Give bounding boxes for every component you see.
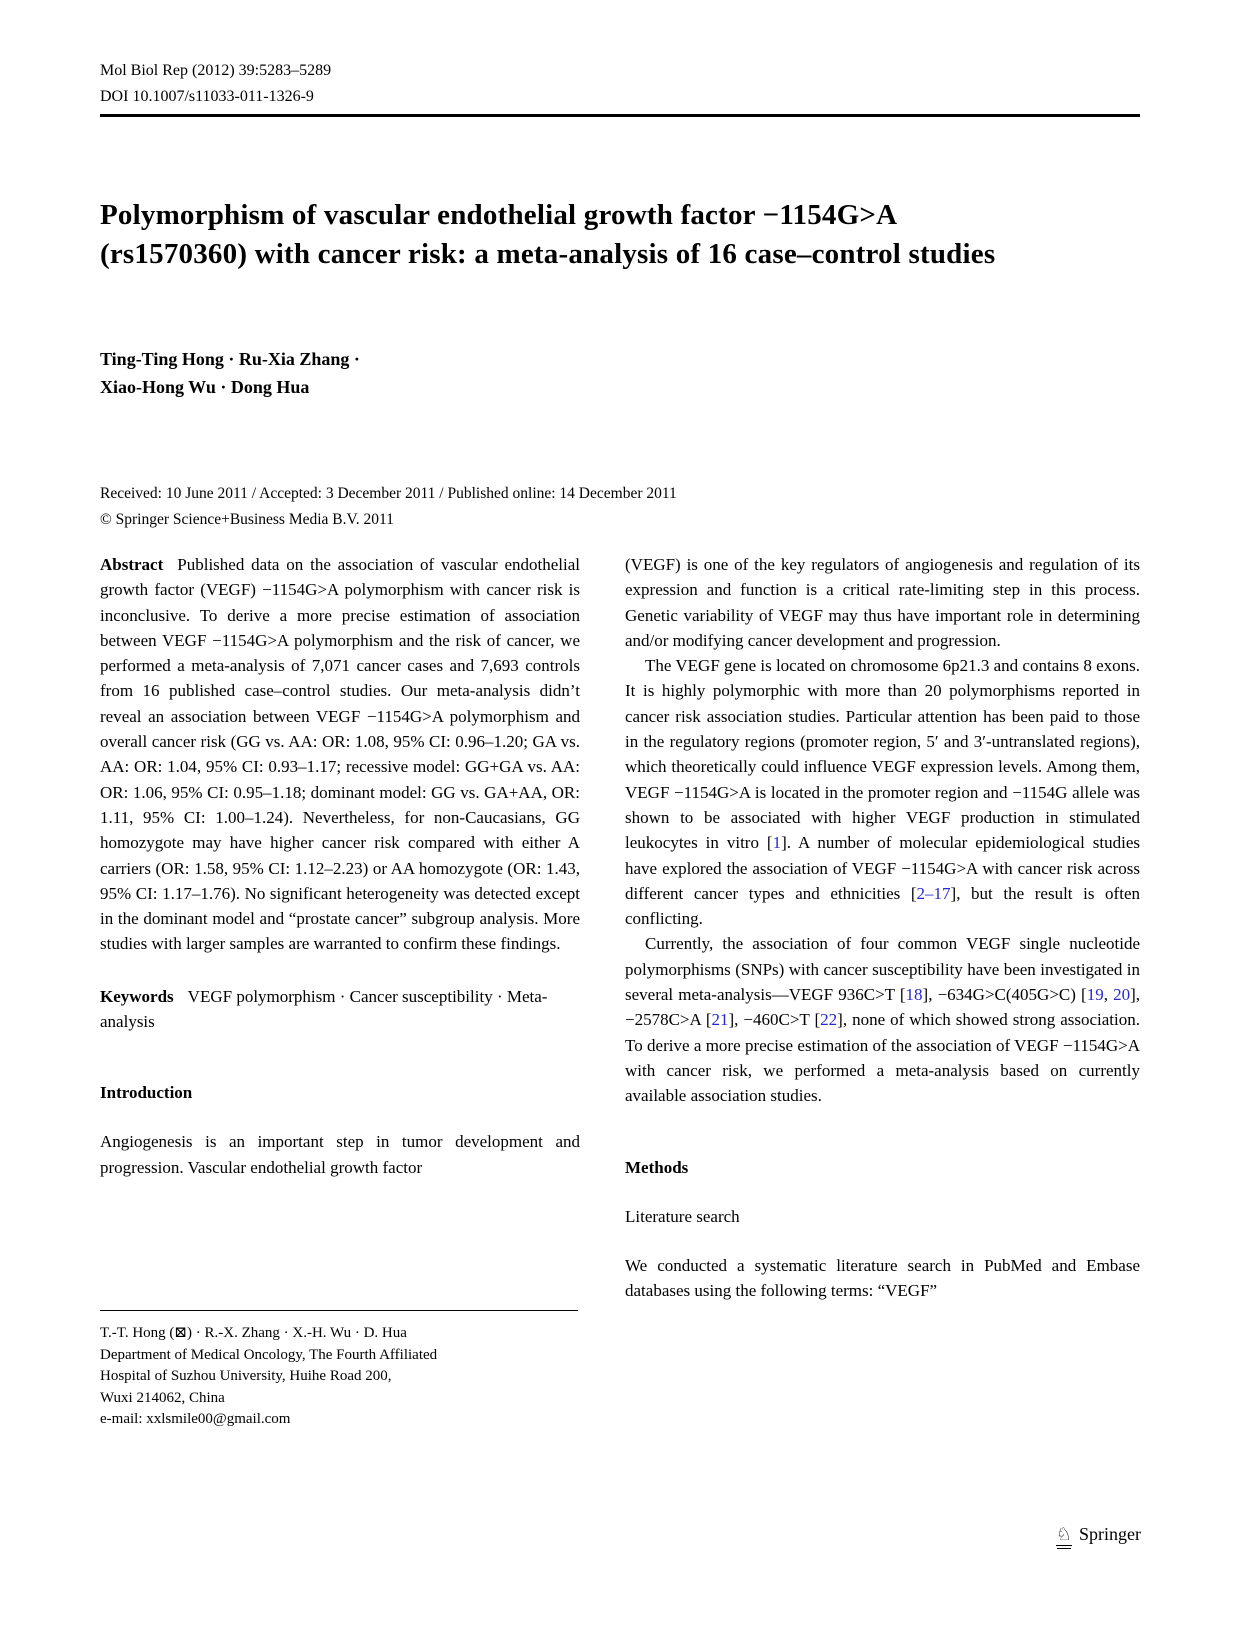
header-rule — [100, 114, 1140, 117]
text-segment: ]. A number of molecular epidemiological studies have explored the association of VEGF −1154G>A with cancer risk across different cancer types and ethnicities [ — [625, 833, 1140, 903]
footnote-authors — [100, 1323, 578, 1345]
left-column — [100, 552, 580, 1303]
reference-link[interactable]: 1 — [772, 833, 782, 853]
footnote-email[interactable]: e-mail: xxlsmile00@gmail.com — [100, 1411, 291, 1427]
right-column — [625, 552, 1140, 1303]
introduction-heading: Introduction — [100, 1083, 193, 1103]
reference-link[interactable]: 21 — [711, 1010, 729, 1030]
reference-link[interactable]: 2–17 — [916, 883, 951, 903]
text-segment: ], −2578C>A [ — [625, 985, 1141, 1030]
doi-line: DOI 10.1007/s11033-011-1326-9 — [100, 88, 314, 105]
methods-heading: Methods — [625, 1157, 689, 1177]
literature-search-subheading: Literature search — [625, 1206, 740, 1226]
keywords-paragraph — [100, 984, 580, 1035]
article-title: Polymorphism of vascular endothelial growth factor −1154G>A (rs1570360) with cancer risk: a meta-analysis of 16 case–control studies — [100, 199, 996, 270]
journal-citation: Mol Biol Rep (2012) 39:5283–5289 — [100, 62, 332, 79]
author-list — [100, 345, 360, 401]
springer-logo-text: Springer — [1079, 1524, 1141, 1544]
author-line-2: Xiao-Hong Wu · Dong Hua — [100, 377, 310, 397]
footnote-city: Wuxi 214062, China — [100, 1389, 225, 1406]
springer-knight-icon: ♘ — [1055, 1524, 1072, 1545]
author-line-1: Ting-Ting Hong · Ru-Xia Zhang · — [100, 349, 360, 369]
text-segment: The VEGF gene is located on chromosome 6p21.3 and contains 8 exons. It is highly polymorphic with more than 20 polymorphisms reported in cancer risk association studies. Particular attention has been paid to those in the regulatory regions (promoter region, 5′ and 3′-untranslated regions), which theoretically could influence VEGF expression levels. Among them, VEGF −1154G>A is located in the promoter region and −1154G allele was shown to be associated with higher VEGF production in stimulated leukocytes in vitro [ — [625, 656, 1140, 853]
corresponding-author-envelope-icon: ⊠ — [174, 1325, 187, 1341]
correspondence-footnote — [100, 1310, 578, 1431]
text-segment: ], none of which showed strong association. To derive a more precise estimation of the association of VEGF −1154G>A with cancer risk, we performed a meta-analysis based on currently available association studies. — [625, 1010, 1141, 1106]
reference-link[interactable]: 22 — [820, 1010, 838, 1030]
introduction-paragraph-3 — [625, 931, 1140, 1108]
copyright-line: © Springer Science+Business Media B.V. 2011 — [100, 511, 394, 528]
text-segment: , — [1103, 985, 1114, 1005]
reference-link[interactable]: 20 — [1113, 985, 1131, 1005]
introduction-paragraph-left: Angiogenesis is an important step in tumor development and progression. Vascular endothelial growth factor — [100, 1132, 580, 1177]
journal-header — [100, 58, 331, 110]
text-segment: ], −634G>C(405G>C) [ — [922, 985, 1087, 1005]
introduction-paragraph-continued: (VEGF) is one of the key regulators of angiogenesis and regulation of its expression and function is a critical rate-limiting step in this process. Genetic variability of VEGF may thus have important role in determining and/or modifying cancer development and progression. — [625, 555, 1140, 650]
footnote-authors-pre: T.-T. Hong ( — [100, 1325, 175, 1341]
text-segment: ], −460C>T [ — [728, 1010, 821, 1030]
footnote-department: Department of Medical Oncology, The Fourth Affiliated — [100, 1346, 438, 1363]
publication-dates — [100, 481, 677, 533]
text-segment: ], but the result is often conflicting. — [625, 883, 1140, 929]
abstract-label: Abstract — [100, 555, 164, 574]
reference-link[interactable]: 18 — [905, 985, 923, 1005]
two-column-body — [100, 552, 1140, 1303]
footnote-rule — [100, 1310, 578, 1311]
reference-link[interactable]: 19 — [1086, 985, 1104, 1005]
received-accepted-line: Received: 10 June 2011 / Accepted: 3 December 2011 / Published online: 14 December 2011 — [100, 485, 677, 502]
methods-paragraph-1: We conducted a systematic literature search in PubMed and Embase databases using the following terms: “VEGF” — [625, 1255, 1140, 1300]
abstract-paragraph — [100, 552, 580, 957]
footnote-hospital: Hospital of Suzhou University, Huihe Road 200, — [100, 1368, 392, 1384]
keywords-text: VEGF polymorphism · Cancer susceptibility · Meta-analysis — [100, 986, 548, 1032]
springer-logo — [1000, 1524, 1141, 1546]
abstract-text: Published data on the association of vascular endothelial growth factor (VEGF) −1154G>A polymorphism with cancer risk is inconclusive. To derive a more precise estimation of association between VEGF −1154G>A polymorphism and the risk of cancer, we performed a meta-analysis of 7,071 cancer cases and 7,693 controls from 16 published case–control studies. Our meta-analysis didn’t reveal an association between VEGF −1154G>A polymorphism and overall cancer risk (GG vs. AA: OR: 1.08, 95% CI: 0.96–1.20; GA vs. AA: OR: 1.04, 95% CI: 0.93–1.17; recessive model: GG+GA vs. AA: OR: 1.06, 95% CI: 0.95–1.18; dominant model: GG vs. GA+AA, OR: 1.11, 95% CI: 1.00–1.24). Nevertheless, for non-Caucasians, GG homozygote may have higher cancer risk compared with either A carriers (OR: 1.58, 95% CI: 1.12–2.23) or AA homozygote (OR: 1.43, 95% CI: 1.17–1.76). No significant heterogeneity was detected except in the dominant model and “prostate cancer” subgroup analysis. More studies with larger samples are warranted to confirm these findings. — [100, 555, 580, 954]
keywords-label: Keywords — [100, 986, 174, 1006]
footnote-authors-post: ) · R.-X. Zhang · X.-H. Wu · D. Hua — [187, 1325, 407, 1341]
text-segment: Currently, the association of four common VEGF single nucleotide polymorphisms (SNPs) with cancer susceptibility have been investigated in several meta-analysis—VEGF 936C>T [ — [625, 934, 1140, 1005]
introduction-paragraph-2 — [625, 653, 1140, 931]
